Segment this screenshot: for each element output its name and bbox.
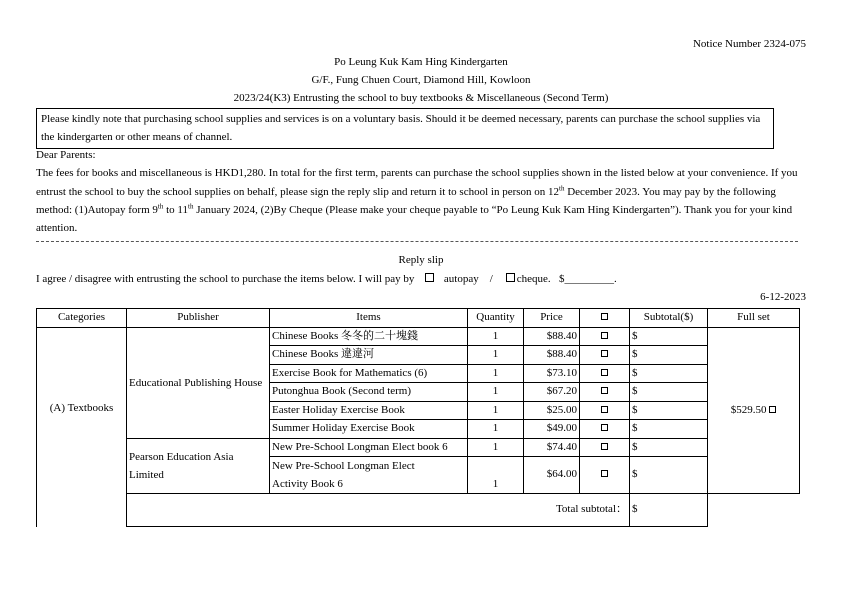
total-label: Total subtotal：	[127, 494, 630, 527]
header-categories: Categories	[37, 309, 127, 328]
item-checkbox[interactable]	[601, 369, 608, 376]
voluntary-note-box: Please kindly note that purchasing school supplies and services is on a voluntary basis. Should it be deemed necessary, parents can purchase the school supplies via the kindergarten or other means of channel.	[36, 108, 774, 149]
cut-line-divider	[36, 241, 798, 242]
select-all-checkbox[interactable]	[601, 313, 608, 320]
table-row: Chinese Books 違違河 1 $88.40 $	[37, 346, 800, 365]
category-cell: (A) Textbooks	[37, 327, 127, 527]
school-name: Po Leung Kuk Kam Hing Kindergarten	[334, 56, 508, 68]
table-row: Pearson Education Asia Limited New Pre-School Longman Elect book 6 1 $74.40 $	[37, 438, 800, 457]
item-cell: Chinese Books 違違河	[270, 346, 468, 365]
reply-date: 6-12-2023	[760, 291, 806, 303]
autopay-checkbox[interactable]	[425, 273, 434, 282]
header-publisher: Publisher	[127, 309, 270, 328]
header-items: Items	[270, 309, 468, 328]
item-checkbox[interactable]	[601, 406, 608, 413]
total-row	[37, 494, 800, 527]
item-checkbox[interactable]	[601, 470, 608, 477]
table-row: Exercise Book for Mathematics (6) 1 $73.10 $	[37, 364, 800, 383]
item-checkbox[interactable]	[601, 424, 608, 431]
notice-subject: 2023/24(K3) Entrusting the school to buy textbooks & Miscellaneous (Second Term)	[233, 92, 609, 104]
header-select	[580, 309, 630, 328]
school-address: G/F., Fung Chuen Court, Diamond Hill, Kowloon	[311, 74, 531, 86]
cheque-checkbox[interactable]	[506, 273, 515, 282]
header-full-set: Full set	[708, 309, 800, 328]
letter-body	[36, 146, 802, 237]
header-price: Price	[524, 309, 580, 328]
notice-number: Notice Number 2324-075	[692, 38, 806, 50]
total-value: $	[630, 494, 708, 527]
table-row: Putonghua Book (Second term) 1 $67.20 $	[37, 383, 800, 402]
item-cell: New Pre-School Longman Elect book 6	[270, 438, 468, 457]
publisher-cell: Educational Publishing House	[127, 327, 270, 438]
item-checkbox[interactable]	[601, 387, 608, 394]
items-table	[36, 308, 800, 527]
amount-blank: $_________.	[558, 273, 617, 285]
table-row: Summer Holiday Exercise Book 1 $49.00 $	[37, 420, 800, 439]
greeting: Dear Parents:	[36, 149, 96, 161]
item-cell: Exercise Book for Mathematics (6)	[270, 364, 468, 383]
table-row: New Pre-School Longman Elect Activity Book 6 1 $64.00 $	[37, 457, 800, 494]
item-cell: New Pre-School Longman Elect Activity Book 6	[270, 457, 468, 494]
header-quantity: Quantity	[468, 309, 524, 328]
header-subtotal: Subtotal($)	[630, 309, 708, 328]
letter-paragraph: The fees for books and miscellaneous is HKD1,280. In total for the first term, parents can purchase the school supplies shown in the listed below at your convenience. If you entrust the school to buy the school supplies on behalf, please sign the reply slip and return it to school in person on 12th December 2023. You may pay by the following method: (1)Autopay form 9th to 11th January 2024, (2)By Cheque (Please make your cheque payable to “Po Leung Kuk Kam Hing Kindergarten”). Thank you for your kind attention.	[36, 167, 798, 235]
item-cell: Easter Holiday Exercise Book	[270, 401, 468, 420]
table-row: Easter Holiday Exercise Book 1 $25.00 $	[37, 401, 800, 420]
item-cell: Chinese Books 冬冬的二十塊錢	[270, 327, 468, 346]
item-checkbox[interactable]	[601, 443, 608, 450]
item-checkbox[interactable]	[601, 350, 608, 357]
item-cell: Summer Holiday Exercise Book	[270, 420, 468, 439]
item-cell: Putonghua Book (Second term)	[270, 383, 468, 402]
table-header-row	[37, 309, 800, 328]
publisher-cell: Pearson Education Asia Limited	[127, 438, 270, 494]
item-checkbox[interactable]	[601, 332, 608, 339]
full-set-checkbox[interactable]	[769, 406, 776, 413]
table-row: (A) Textbooks Educational Publishing House Chinese Books 冬冬的二十塊錢 1 $88.40 $ $529.50	[37, 327, 800, 346]
reply-slip-title: Reply slip	[398, 254, 444, 266]
reply-slip-statement: I agree / disagree with entrusting the school to purchase the items below. I will pay by autopay / cheque. $_________.	[36, 273, 617, 285]
full-set-cell: $529.50	[708, 327, 800, 494]
